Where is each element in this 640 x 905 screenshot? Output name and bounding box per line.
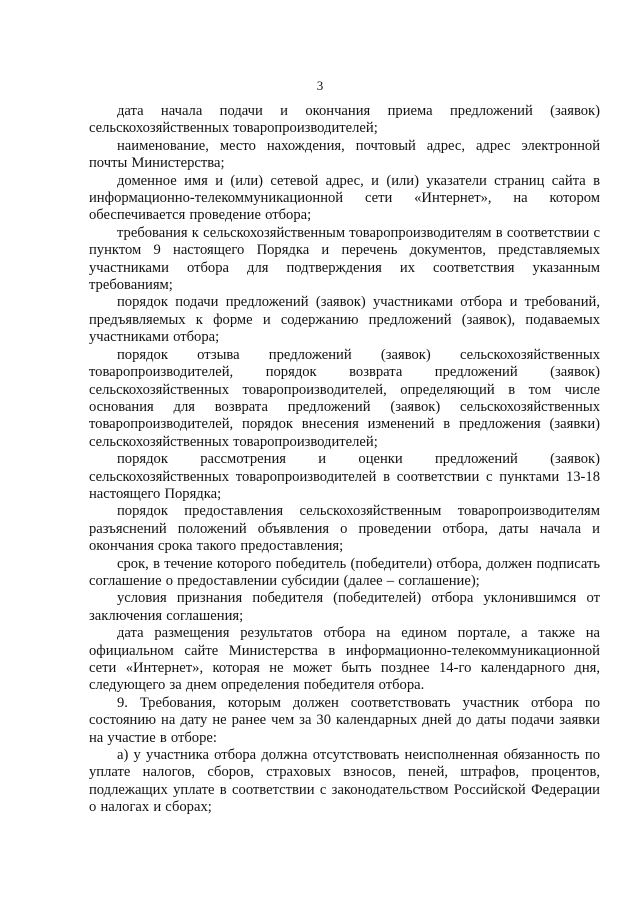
paragraph: условия признания победителя (победителей) отбора уклонившимся от заключения соглашения; — [89, 590, 600, 624]
page-number: 3 — [316, 78, 324, 93]
paragraph: порядок отзыва предложений (заявок) сельскохозяйственных товаропроизводителей, порядок возврата предложений (заявок) сельскохозяйственных товаропроизводителей, определяющий в том числе основания для возврата предложений (заявок) сельскохозяйственных товаропроизводителей, порядок внесения изменений в предложения (заявки) сельскохозяйственных товаропроизводителей; — [89, 346, 600, 450]
paragraph: доменное имя и (или) сетевой адрес, и (или) указатели страниц сайта в информационно-телекоммуникационной сети «Интернет», на котором обеспечивается проведение отбора; — [89, 172, 600, 224]
paragraph: требования к сельскохозяйственным товаропроизводителям в соответствии с пунктом 9 настоящего Порядка и перечень документов, представляемых участниками отбора для подтверждения их соответствия указанным требованиям; — [89, 224, 600, 294]
paragraph: порядок подачи предложений (заявок) участниками отбора и требований, предъявляемых к форме и содержанию предложений (заявок), подаваемых участниками отбора; — [89, 294, 600, 346]
paragraph: порядок предоставления сельскохозяйственным товаропроизводителям разъяснений положений объявления о проведении отбора, даты начала и окончания срока такого предоставления; — [89, 503, 600, 555]
document-body — [89, 103, 600, 817]
paragraph: порядок рассмотрения и оценки предложений (заявок) сельскохозяйственных товаропроизводителей в соответствии с пунктами 13-18 настоящего Порядка; — [89, 451, 600, 502]
paragraph: а) у участника отбора должна отсутствовать неисполненная обязанность по уплате налогов, сборов, страховых взносов, пеней, штрафов, процентов, подлежащих уплате в соответствии с законодательством Российской Федерации о налогах и сборах; — [89, 747, 600, 816]
paragraph: дата размещения результатов отбора на едином портале, а также на официальном сайте Министерства в информационно-телекоммуникационной сети «Интернет», которая не может быть позднее 14-го календарного дня, следующего за днем определения победителя отбора. — [89, 625, 600, 694]
paragraph: срок, в течение которого победитель (победители) отбора, должен подписать соглашение о предоставлении субсидии (далее – соглашение); — [89, 555, 600, 589]
paragraph: дата начала подачи и окончания приема предложений (заявок) сельскохозяйственных товаропроизводителей; — [89, 103, 600, 137]
paragraph: 9. Требования, которым должен соответствовать участник отбора по состоянию на дату не ранее чем за 30 календарных дней до даты подачи заявки на участие в отборе: — [89, 694, 600, 746]
paragraph: наименование, место нахождения, почтовый адрес, адрес электронной почты Министерства; — [89, 137, 600, 172]
